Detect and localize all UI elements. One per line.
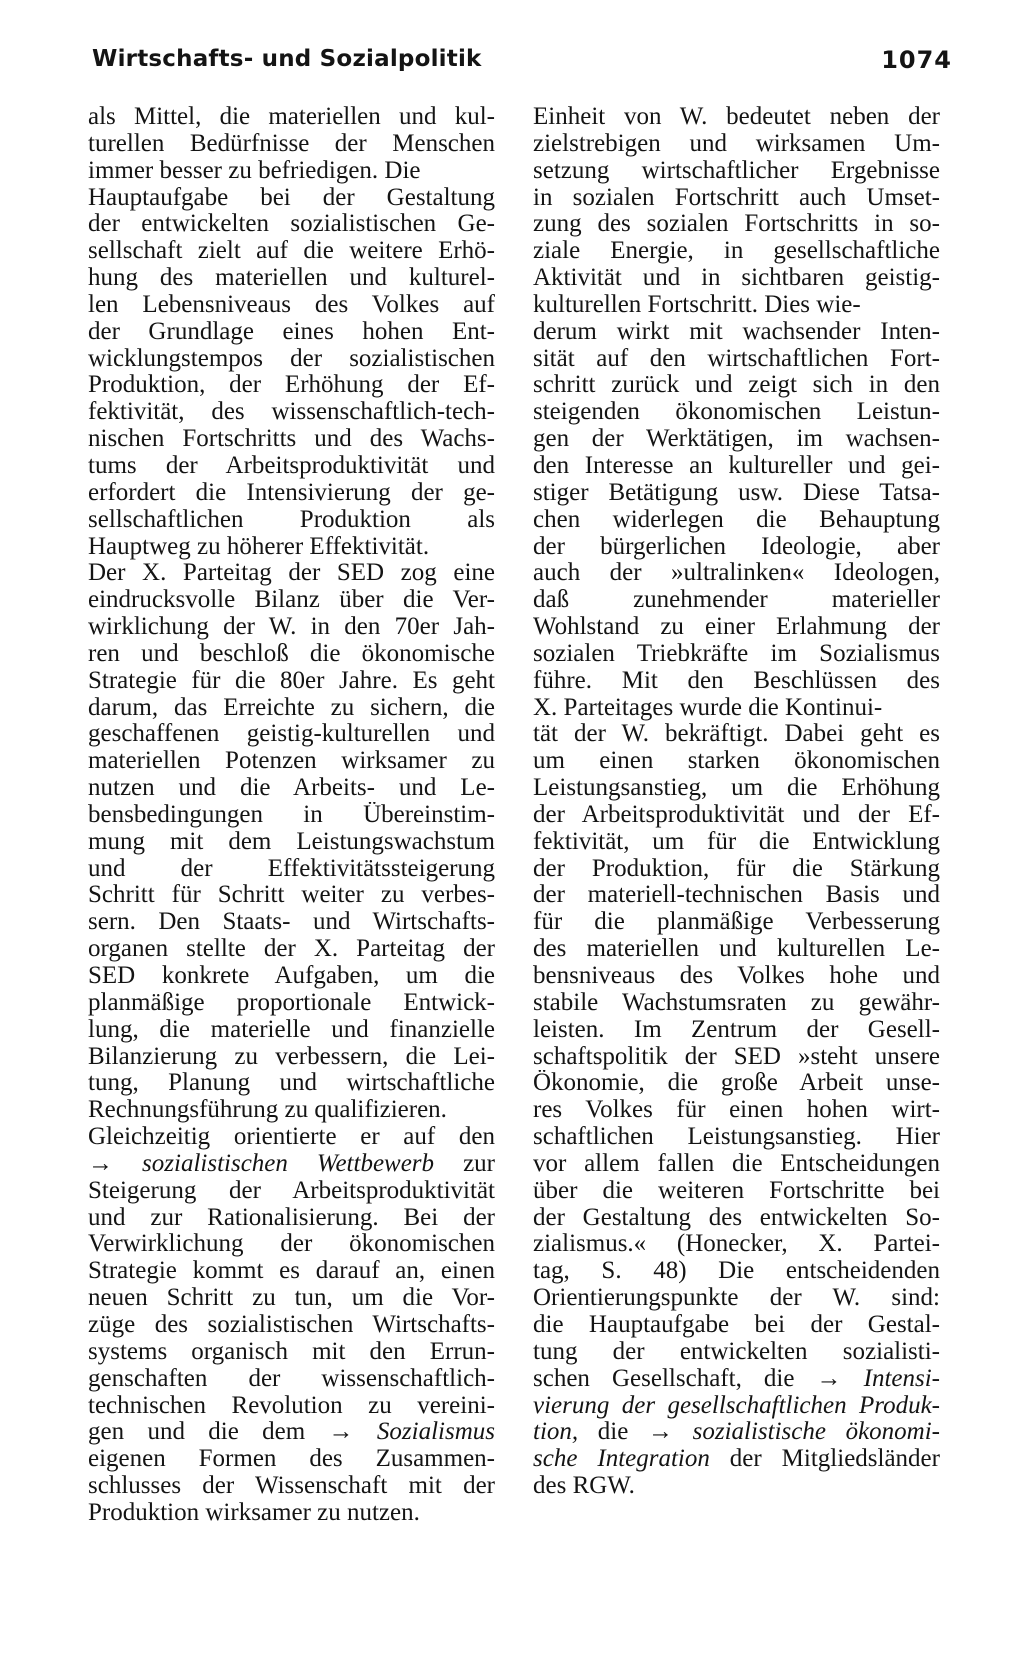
text-line: wicklungstempos der sozialistischen [88, 345, 495, 372]
text-line: neuen Schritt zu tun, um die Vor- [88, 1285, 495, 1312]
text-line: eigenen Formen des Zusammen- [88, 1446, 495, 1473]
text-line: nischen Fortschritts und des Wachs- [88, 426, 495, 453]
text-line: turellen Bedürfnisse der Menschen [88, 130, 495, 157]
text-line: darum, das Erreichte zu sichern, die [88, 694, 495, 721]
text-line: schritt zurück und zeigt sich in den [533, 372, 940, 399]
text-line: Produktion wirksamer zu nutzen. [88, 1499, 420, 1526]
text-line: sellschaftlichen Produktion als [88, 506, 495, 533]
text-line: zielstrebigen und wirksamen Um- [533, 130, 940, 157]
text-line: daß zunehmender materieller [533, 587, 940, 614]
text-line: chen widerlegen die Behauptung [533, 506, 940, 533]
text-line: Strategie für die 80er Jahre. Es geht [88, 667, 495, 694]
text-line: immer besser zu befriedigen. Die [88, 157, 421, 184]
text-line [533, 1419, 940, 1446]
text-line: fektivität, des wissenschaftlich-tech- [88, 399, 495, 426]
text-line: vor allem fallen die Entscheidungen [533, 1150, 940, 1177]
text-line [533, 1366, 940, 1393]
text-line: Strategie kommt es darauf an, einen [88, 1258, 495, 1285]
text-line: derum wirkt mit wachsender Inten- [533, 318, 940, 345]
text-line: tums der Arbeitsproduktivität und [88, 452, 495, 479]
text-line: Hauptaufgabe bei der Gestaltung [88, 184, 495, 211]
text-line: der materiell-technischen Basis und [533, 882, 940, 909]
page-number: 1074 [881, 46, 952, 74]
text-fragment: zur [434, 1150, 495, 1177]
text-fragment: schen Gesellschaft, die → [533, 1365, 864, 1392]
text-line: ziale Energie, in gesellschaftliche [533, 238, 940, 265]
text-line: res Volkes für einen hohen wirt- [533, 1097, 940, 1124]
cross-reference-term: Sozialismus [376, 1419, 495, 1446]
cross-reference-term: sozialistische ökonomi- [692, 1419, 940, 1446]
text-line: zung des sozialen Fortschritts in so- [533, 211, 940, 238]
cross-reference-term: vierung der gesellschaftlichen Produk- [533, 1392, 940, 1419]
text-line: gen der Werktätigen, im wachsen- [533, 426, 940, 453]
text-fragment: → [88, 1150, 143, 1177]
text-line [533, 1393, 940, 1420]
text-line: auch der »ultralinken« Ideologen, [533, 560, 940, 587]
text-line: SED konkrete Aufgaben, um die [88, 963, 495, 989]
text-line: eindrucksvolle Bilanz über die Ver- [88, 587, 495, 614]
text-line: kulturellen Fortschritt. Dies wie- [533, 291, 861, 318]
cross-reference-term: sozialistischen Wettbewerb [142, 1150, 435, 1177]
text-line: des RGW. [533, 1473, 635, 1500]
text-line: als Mittel, die materiellen und kul- [88, 104, 495, 130]
text-line: tag, S. 48) Die entscheidenden [533, 1258, 940, 1285]
text-line: genschaften der wissenschaftlich- [88, 1365, 495, 1392]
left-text-column [88, 104, 495, 1527]
text-line [88, 1151, 495, 1178]
cross-reference-term: Intensi- [863, 1365, 940, 1392]
text-line: Bilanzierung zu verbessern, die Lei- [88, 1043, 495, 1070]
text-line: zialismus.« (Honecker, X. Partei- [533, 1231, 940, 1258]
text-line: ren und beschloß die ökonomische [88, 640, 495, 667]
cross-reference-term: tion, [533, 1419, 579, 1446]
text-line: tung der entwickelten sozialisti- [533, 1338, 940, 1365]
text-line: leisten. Im Zentrum der Gesell- [533, 1016, 940, 1043]
text-line: der Produktion, für die Stärkung [533, 855, 940, 882]
text-line: hung des materiellen und kulturel- [88, 265, 495, 292]
text-line: Rechnungsführung zu qualifizieren. [88, 1097, 447, 1124]
text-line: planmäßige proportionale Entwick- [88, 989, 495, 1016]
text-line: Leistungsanstieg, um die Erhöhung [533, 775, 940, 802]
text-line: Produktion, der Erhöhung der Ef- [88, 372, 495, 399]
text-line: für die planmäßige Verbesserung [533, 909, 940, 936]
text-line: Hauptweg zu höherer Effektivität. [88, 533, 430, 560]
text-line: Einheit von W. bedeutet neben der [533, 104, 940, 130]
text-line: schlusses der Wissenschaft mit der [88, 1473, 495, 1500]
text-line: der Arbeitsproduktivität und der Ef- [533, 801, 940, 828]
text-line: den Interesse an kultureller und gei- [533, 452, 940, 479]
text-line: len Lebensniveaus des Volkes auf [88, 291, 495, 318]
text-line: schaftlichen Leistungsanstieg. Hier [533, 1124, 940, 1151]
text-line: Orientierungspunkte der W. sind: [533, 1285, 940, 1312]
text-line: züge des sozialistischen Wirtschafts- [88, 1311, 495, 1338]
text-line: der bürgerlichen Ideologie, aber [533, 533, 940, 560]
text-line: sern. Den Staats- und Wirtschafts- [88, 909, 495, 936]
text-line: Gleichzeitig orientierte er auf den [88, 1124, 495, 1151]
text-line: sozialen Triebkräfte im Sozialismus [533, 640, 940, 667]
text-line: tät der W. bekräftigt. Dabei geht es [533, 721, 940, 748]
text-line: organen stellte der X. Parteitag der [88, 936, 495, 963]
text-line: materiellen Potenzen wirksamer zu [88, 748, 495, 775]
text-line: stabile Wachstumsraten zu gewähr- [533, 989, 940, 1016]
text-fragment: gen und die dem → [88, 1419, 377, 1446]
text-line: der Grundlage eines hohen Ent- [88, 318, 495, 345]
text-line: Schritt für Schritt weiter zu verbes- [88, 882, 495, 909]
text-line: bensbedingungen in Übereinstim- [88, 801, 495, 828]
text-line: geschaffenen geistig-kulturellen und [88, 721, 495, 748]
text-fragment: der Mitgliedsländer [709, 1446, 940, 1473]
text-line: nutzen und die Arbeits- und Le- [88, 775, 495, 802]
text-line: Wohlstand zu einer Erlahmung der [533, 614, 940, 641]
text-line: Der X. Parteitag der SED zog eine [88, 560, 495, 587]
text-line: des materiellen und kulturellen Le- [533, 936, 940, 963]
text-line: schaftspolitik der SED »steht unsere [533, 1043, 940, 1070]
text-line: in sozialen Fortschritt auch Umset- [533, 184, 940, 211]
text-line: technischen Revolution zu vereini- [88, 1392, 495, 1419]
text-line: systems organisch mit den Errun- [88, 1338, 495, 1365]
text-line: die Hauptaufgabe bei der Gestal- [533, 1311, 940, 1338]
text-line [533, 1446, 940, 1473]
text-line: sität auf den wirtschaftlichen Fort- [533, 345, 940, 372]
text-line: fektivität, um für die Entwicklung [533, 828, 940, 855]
text-line: erfordert die Intensivierung der ge- [88, 479, 495, 506]
text-line: Steigerung der Arbeitsproduktivität [88, 1177, 495, 1204]
text-line: über die weiteren Fortschritte bei [533, 1177, 940, 1204]
text-line: und zur Rationalisierung. Bei der [88, 1204, 495, 1231]
text-fragment: die → [578, 1419, 693, 1446]
text-line: und der Effektivitätssteigerung [88, 855, 495, 882]
text-line: mung mit dem Leistungswachstum [88, 828, 495, 855]
page-header [92, 46, 952, 82]
text-line: um einen starken ökonomischen [533, 748, 940, 775]
text-line: stiger Betätigung usw. Diese Tatsa- [533, 479, 940, 506]
text-line: sellschaft zielt auf die weitere Erhö- [88, 238, 495, 265]
text-line: tung, Planung und wirtschaftliche [88, 1070, 495, 1097]
text-line: Aktivität und in sichtbaren geistig- [533, 265, 940, 292]
text-line: der entwickelten sozialistischen Ge- [88, 211, 495, 238]
cross-reference-term: sche Integration [533, 1446, 710, 1473]
text-line: lung, die materielle und finanzielle [88, 1016, 495, 1043]
text-line: führe. Mit den Beschlüssen des [533, 667, 940, 694]
text-line [88, 1419, 495, 1446]
text-line: Verwirklichung der ökonomischen [88, 1231, 495, 1258]
text-line: wirklichung der W. in den 70er Jah- [88, 614, 495, 641]
right-text-column [533, 104, 940, 1500]
text-line: X. Parteitages wurde die Kontinui- [533, 694, 883, 721]
text-line: Ökonomie, die große Arbeit unse- [533, 1070, 940, 1097]
text-line: steigenden ökonomischen Leistun- [533, 399, 940, 426]
text-line: bensniveaus des Volkes hohe und [533, 963, 940, 989]
running-head-title: Wirtschafts- und Sozialpolitik [92, 46, 482, 72]
text-line: der Gestaltung des entwickelten So- [533, 1204, 940, 1231]
text-line: setzung wirtschaftlicher Ergebnisse [533, 157, 940, 184]
